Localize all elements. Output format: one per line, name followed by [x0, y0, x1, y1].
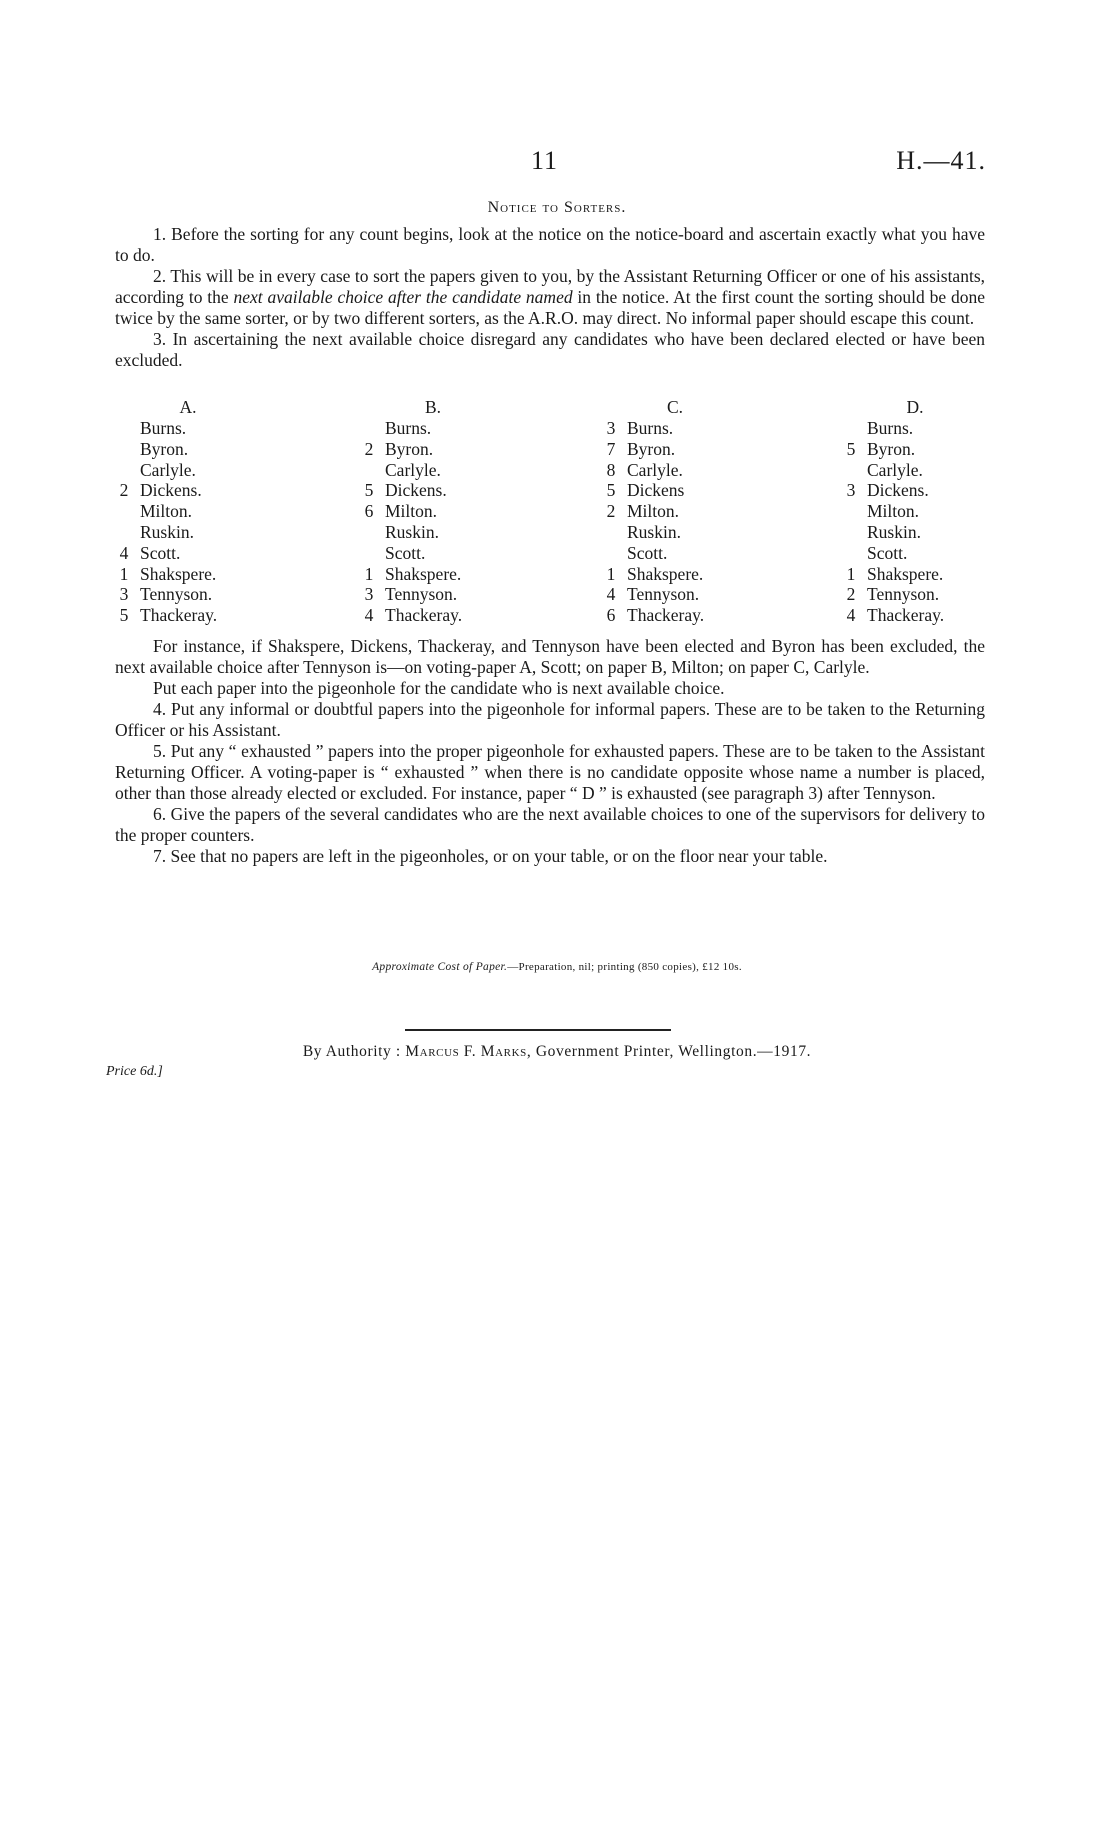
notice-title: Notice to Sorters.: [487, 199, 627, 216]
candidate-row: [595, 439, 755, 460]
preference-number: 3: [119, 584, 129, 605]
preference-number: [108, 418, 140, 439]
candidate-name: Tennyson.: [140, 584, 213, 605]
preference-number: 2: [364, 438, 374, 459]
candidate-row: [108, 543, 268, 564]
candidate-row: [108, 439, 268, 460]
preference-number: 8: [606, 459, 616, 480]
candidate-name: Shakspere.: [140, 563, 217, 584]
cost-note: [0, 961, 1114, 973]
paper-label: D.: [906, 397, 924, 417]
paragraph-2: [115, 266, 985, 329]
candidate-name: Tennyson.: [867, 584, 940, 605]
preference-number: 5: [119, 605, 129, 626]
candidate-name: Scott.: [385, 542, 426, 563]
candidate-name: Burns.: [385, 418, 432, 438]
preference-number: 3: [606, 418, 616, 438]
divider-rule: [405, 1029, 671, 1031]
candidate-row: [108, 605, 268, 626]
candidate-row: [353, 480, 513, 501]
candidate-row: [595, 584, 755, 605]
candidate-row: [835, 564, 995, 585]
paragraph-1: 1. Before the sorting for any count begins, look at the notice on the notice-board and ascertain exactly what you have to do.: [115, 224, 985, 265]
preference-number: 4: [606, 584, 616, 605]
preference-number: 5: [606, 480, 616, 501]
candidate-name: Burns.: [140, 418, 187, 438]
paragraph-2-start: 2. This will be in every case to sort the papers given to you, by the Assistant Returning Officer or one of his assistants, according to the: [115, 266, 985, 307]
put-each-paragraph: Put each paper into the pigeonhole for the candidate who is next available choice.: [153, 678, 725, 698]
page-number: 11: [531, 146, 559, 175]
candidate-row: [595, 501, 755, 522]
candidate-row: [835, 584, 995, 605]
candidate-row: [835, 522, 995, 543]
preference-number: 4: [119, 542, 129, 563]
preference-number: [353, 460, 385, 481]
paper-label: C.: [666, 397, 684, 417]
candidate-name: Shakspere.: [385, 563, 462, 584]
candidate-name: Carlyle.: [867, 459, 923, 480]
candidate-name: Carlyle.: [385, 459, 441, 480]
preference-number: 4: [364, 605, 374, 626]
candidate-name: Dickens.: [385, 480, 447, 501]
candidate-name: Scott.: [140, 542, 181, 563]
candidate-name: Tennyson.: [385, 584, 458, 605]
candidate-row: [835, 439, 995, 460]
paragraph-2-end: in the notice. At the first count the sorting should be done twice by the same sorter, or by two different sorters, as the A.R.O. may direct. No informal paper should escape this count.: [115, 287, 985, 328]
candidate-row: [108, 584, 268, 605]
candidate-name: Ruskin.: [385, 521, 439, 542]
preference-number: 6: [606, 605, 616, 626]
candidate-name: Tennyson.: [627, 584, 700, 605]
preference-number: [353, 543, 385, 564]
candidate-name: Ruskin.: [867, 521, 921, 542]
intro-paragraphs: [115, 224, 985, 371]
candidate-name: Byron.: [385, 438, 434, 459]
preference-number: [108, 501, 140, 522]
cost-label: Approximate Cost of Paper.: [372, 961, 508, 973]
candidate-name: Scott.: [867, 542, 908, 563]
preference-number: 5: [364, 480, 374, 501]
price-note: Price 6d.]: [106, 1064, 163, 1079]
preference-number: [595, 543, 627, 564]
candidate-name: Dickens: [627, 480, 685, 501]
preference-number: [353, 522, 385, 543]
paragraph-3: 3. In ascertaining the next available choice disregard any candidates who have been declared elected or have been excluded.: [115, 329, 985, 370]
candidate-row: [353, 418, 513, 439]
paragraph-6: 6. Give the papers of the several candidates who are the next available choices to one of the supervisors for delivery to the proper counters.: [115, 804, 985, 845]
candidate-name: Carlyle.: [627, 459, 683, 480]
candidate-name: Milton.: [867, 501, 920, 522]
voting-paper-c: [595, 397, 755, 626]
candidate-row: [835, 543, 995, 564]
candidate-name: Thackeray.: [867, 605, 945, 626]
candidate-name: Thackeray.: [627, 605, 705, 626]
candidate-row: [595, 543, 755, 564]
candidate-name: Scott.: [627, 542, 668, 563]
preference-number: [835, 418, 867, 439]
preference-number: 1: [364, 563, 374, 584]
candidate-row: [108, 501, 268, 522]
printer-name: Marcus F. Marks,: [405, 1043, 532, 1060]
candidate-name: Dickens.: [867, 480, 929, 501]
preference-number: 3: [364, 584, 374, 605]
preference-number: [108, 522, 140, 543]
instruction-paragraphs: [115, 636, 985, 867]
candidate-row: [108, 460, 268, 481]
candidate-name: Carlyle.: [140, 459, 196, 480]
preference-number: 3: [846, 480, 856, 501]
candidate-row: [353, 543, 513, 564]
preference-number: 1: [606, 563, 616, 584]
candidate-row: [353, 501, 513, 522]
cost-text: —Preparation, nil; printing (850 copies), £12 10s.: [507, 961, 742, 973]
candidate-row: [353, 522, 513, 543]
preference-number: [835, 543, 867, 564]
authority-suffix: Government Printer, Wellington.—1917.: [535, 1043, 812, 1060]
candidate-row: [108, 522, 268, 543]
preference-number: [835, 501, 867, 522]
paper-label: B.: [424, 397, 442, 417]
candidate-row: [835, 460, 995, 481]
preference-number: 5: [846, 438, 856, 459]
preference-number: 6: [364, 501, 374, 522]
candidate-name: Milton.: [627, 501, 680, 522]
candidate-name: Byron.: [867, 438, 916, 459]
voting-paper-b: [353, 397, 513, 626]
preference-number: [835, 522, 867, 543]
paragraph-2-emphasis: next available choice after the candidate named: [233, 287, 573, 307]
document-reference: H.—41.: [896, 146, 986, 175]
candidate-name: Shakspere.: [627, 563, 704, 584]
preference-number: [108, 460, 140, 481]
preference-number: 1: [846, 563, 856, 584]
printer-imprint: [0, 1043, 1114, 1061]
candidate-name: Ruskin.: [140, 521, 194, 542]
candidate-row: [353, 460, 513, 481]
preference-number: 7: [606, 438, 616, 459]
candidate-row: [353, 605, 513, 626]
candidate-name: Thackeray.: [385, 605, 463, 626]
candidate-row: [595, 460, 755, 481]
paragraph-7: 7. See that no papers are left in the pigeonholes, or on your table, or on the floor near your table.: [153, 846, 828, 866]
candidate-row: [353, 564, 513, 585]
preference-number: [353, 418, 385, 439]
candidate-row: [835, 501, 995, 522]
candidate-row: [835, 418, 995, 439]
preference-number: 2: [846, 584, 856, 605]
candidate-name: Byron.: [627, 438, 676, 459]
preference-number: [595, 522, 627, 543]
candidate-name: Milton.: [385, 501, 438, 522]
preference-number: [835, 460, 867, 481]
candidate-row: [595, 418, 755, 439]
candidate-row: [595, 564, 755, 585]
candidate-row: [353, 584, 513, 605]
candidate-row: [595, 480, 755, 501]
candidate-row: [835, 605, 995, 626]
paper-label: A.: [179, 397, 197, 417]
candidate-name: Burns.: [627, 418, 674, 438]
preference-number: [108, 439, 140, 460]
voting-paper-d: [835, 397, 995, 626]
example-paragraph: For instance, if Shakspere, Dickens, Thackeray, and Tennyson have been elected and Byron has been excluded, the next available choice after Tennyson is—on voting-paper A, Scott; on paper B, Milton; on paper C, Carlyle.: [115, 636, 985, 677]
candidate-row: [595, 522, 755, 543]
authority-prefix: By Authority :: [302, 1043, 401, 1060]
preference-number: 2: [606, 501, 616, 522]
candidate-name: Thackeray.: [140, 605, 218, 626]
candidate-name: Burns.: [867, 418, 914, 438]
preference-number: 1: [119, 563, 129, 584]
candidate-row: [353, 439, 513, 460]
paragraph-4: 4. Put any informal or doubtful papers into the pigeonhole for informal papers. These are to be taken to the Returning Officer or his Assistant.: [115, 699, 985, 740]
candidate-row: [108, 564, 268, 585]
candidate-row: [108, 480, 268, 501]
candidate-name: Ruskin.: [627, 521, 681, 542]
candidate-name: Byron.: [140, 438, 189, 459]
preference-number: 4: [846, 605, 856, 626]
voting-paper-a: [108, 397, 268, 626]
preference-number: 2: [119, 480, 129, 501]
paragraph-5: 5. Put any “ exhausted ” papers into the proper pigeonhole for exhausted papers. These are to be taken to the Assistant Returning Officer. A voting-paper is “ exhausted ” when there is no candidate opposite whose name a number is placed, other than those already elected or excluded. For instance, paper “ D ” is exhausted (see paragraph 3) after Tennyson.: [115, 741, 985, 803]
candidate-name: Shakspere.: [867, 563, 944, 584]
candidate-row: [835, 480, 995, 501]
candidate-name: Milton.: [140, 501, 193, 522]
candidate-row: [108, 418, 268, 439]
candidate-row: [595, 605, 755, 626]
candidate-name: Dickens.: [140, 480, 202, 501]
